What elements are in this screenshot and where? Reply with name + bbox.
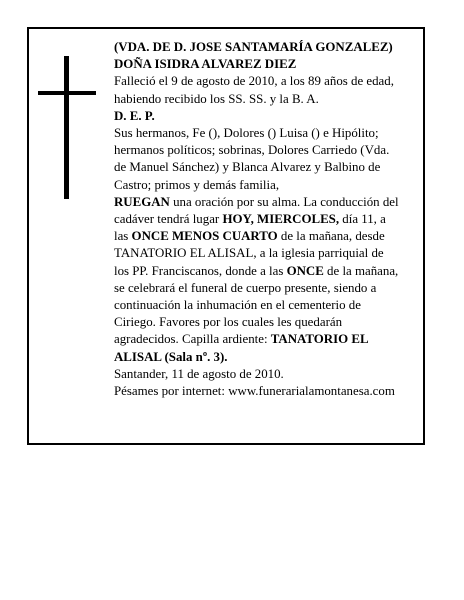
family-line-1: Sus hermanos, Fe (), Dolores () Luisa () e Hipólito;	[114, 126, 379, 141]
body-line-1: RUEGAN una oración por su alma. La conducción del	[114, 194, 399, 209]
cross-vertical-bar	[64, 56, 69, 199]
body-line-5: los PP. Franciscanos, donde a las ONCE de la mañana,	[114, 263, 399, 278]
body-line-10	[114, 349, 420, 366]
deceased-name: DOÑA ISIDRA ALVAREZ DIEZ	[114, 57, 297, 72]
chapel-text-1: TANATORIO EL	[270, 332, 369, 347]
body-line-3: las ONCE MENOS CUARTO de la mañana, desde	[114, 229, 385, 244]
condolences-line: Pésames por internet: www.funerarialamontanesa.com	[114, 384, 395, 399]
once-text: ONCE	[286, 263, 324, 278]
family-line-2: hermanos políticos; sobrinas, Dolores Carriedo (Vda.	[114, 143, 390, 158]
body-line-2: cadáver tendrá lugar HOY, MIERCOLES, día 11, a	[114, 212, 386, 227]
dep-line: D. E. P.	[114, 108, 155, 123]
time-text: ONCE MENOS CUARTO	[131, 229, 278, 244]
body-line-9: agradecidos. Capilla ardiente: TANATORIO EL	[114, 332, 369, 347]
body-line-6: se celebrará el funeral de cuerpo presente, siendo a	[114, 280, 377, 295]
ruegan-word: RUEGAN	[114, 194, 170, 209]
family-line-3: de Manuel Sánchez) y Blanca Alvarez y Balbino de	[114, 160, 381, 175]
cross-icon	[38, 56, 96, 199]
cross-horizontal-bar	[38, 91, 96, 95]
chapel-text-2: ALISAL (Sala nº. 3).	[114, 349, 228, 364]
notice-header: (VDA. DE D. JOSE SANTAMARÍA GONZALEZ)	[114, 40, 393, 54]
notice-text	[114, 39, 420, 400]
body-line-4: TANATORIO EL ALISAL, a la iglesia parriquial de	[114, 246, 384, 261]
day-text: HOY, MIERCOLES,	[222, 212, 340, 227]
death-line-2: habiendo recibido los SS. SS. y la B. A.	[114, 91, 319, 106]
death-line-1: Falleció el 9 de agosto de 2010, a los 89 años de edad,	[114, 74, 394, 89]
body-line-7: continuación la inhumación en el cementerio de	[114, 298, 361, 313]
place-date: Santander, 11 de agosto de 2010.	[114, 366, 284, 381]
family-line-4: Castro; primos y demás familia,	[114, 177, 280, 192]
body-line-8: Ciriego. Favores por los cuales les quedarán	[114, 315, 343, 330]
